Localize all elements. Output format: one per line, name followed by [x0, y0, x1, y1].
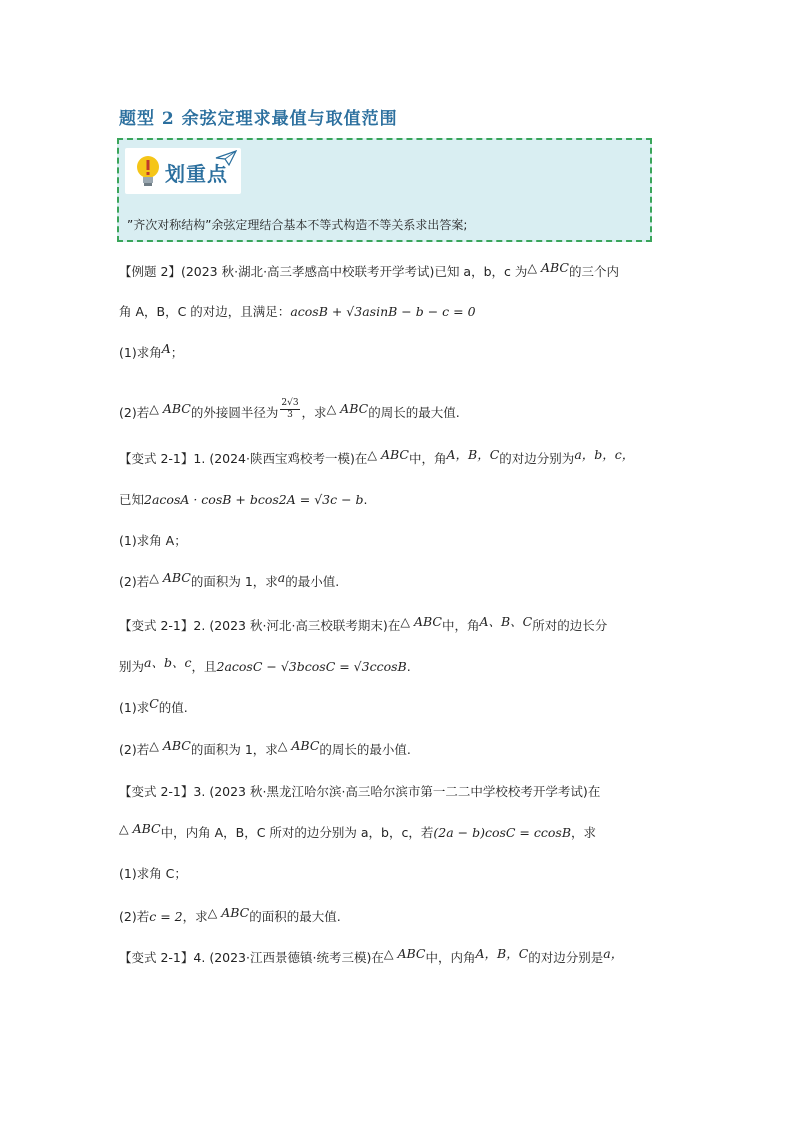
variant-number: 1.: [193, 451, 206, 466]
equation: acosB + √3asinB − b − c = 0: [290, 304, 476, 319]
triangle-abc: △ ABC: [326, 401, 369, 416]
text-segment: (2)若: [119, 405, 150, 420]
example-source: (2023 秋·湖北·高三孝感高中校联考开学考试): [180, 264, 435, 279]
example2-q2: [119, 398, 460, 425]
text-segment: ，求: [301, 405, 327, 420]
text-segment: 的最小值.: [285, 574, 340, 589]
variant1-line1: [119, 449, 634, 467]
text-segment: 的对边分别为: [499, 451, 575, 466]
equation: (2a − b)cosC = ccosB: [433, 825, 572, 840]
equation: 2acosA · cosB + bcos2A = √3c − b: [144, 492, 364, 507]
text-segment: (1)求: [119, 700, 150, 715]
variant4-line1: [119, 948, 623, 966]
text-segment: 所对的边长分: [532, 618, 608, 633]
text-segment: 的周长的最大值.: [368, 405, 460, 420]
text-segment: ；: [170, 345, 184, 360]
math-vars: a，b，c，: [574, 447, 635, 462]
equation: c = 2: [149, 909, 183, 924]
example2-line1: [119, 262, 619, 280]
text-segment: .: [363, 492, 368, 507]
text-segment: ，且: [191, 659, 217, 674]
math-var: a: [277, 570, 286, 585]
text-segment: 的面积为 1，求: [190, 742, 278, 757]
text-segment: 的面积为 1，求: [190, 574, 278, 589]
math-vars: A、B、C: [479, 614, 533, 629]
text-segment: 在: [587, 784, 601, 799]
text-segment: 别为: [119, 659, 145, 674]
variant-source: (2024·陕西宝鸡校考一模): [209, 451, 355, 466]
math-vars: A，B，C: [446, 447, 500, 462]
variant-tag: 【变式 2-1】: [119, 451, 194, 466]
variant3-q1: (1)求角 C；: [119, 866, 187, 881]
radius-fraction: $\frac{2√3}{3}$: [281, 398, 299, 420]
variant-number: 2.: [193, 618, 206, 633]
math-var: a，: [603, 946, 624, 961]
text-segment: 的三个内: [568, 264, 619, 279]
triangle-abc: △ ABC: [149, 570, 191, 585]
text-segment: 已知: [119, 492, 145, 507]
triangle-abc: △ ABC: [207, 905, 250, 920]
triangle-abc: △ ABC: [367, 447, 409, 462]
text-segment: 的周长的最小值.: [319, 742, 411, 757]
triangle-abc: △ ABC: [383, 946, 426, 961]
text-segment: .: [406, 659, 411, 674]
text-segment: 在: [371, 950, 384, 965]
variant-number: 3.: [193, 784, 206, 799]
variant-tag: 【变式 2-1】: [119, 618, 194, 633]
example2-line2: [119, 302, 476, 320]
text-segment: 的面积的最大值.: [249, 909, 341, 924]
text-segment: (2)若: [119, 742, 150, 757]
text-segment: (2)若: [119, 909, 150, 924]
variant2-line2: [119, 657, 411, 675]
paper-plane-icon: [215, 150, 237, 166]
math-var: A: [161, 341, 171, 356]
text-segment: 中，内角 A，B，C 所对的边分别为 a，b，c，若: [160, 825, 434, 840]
text-segment: (1)求角: [119, 345, 162, 360]
lightbulb-icon: [135, 154, 161, 188]
triangle-abc: △ ABC: [149, 401, 191, 416]
variant1-q2: [119, 572, 339, 590]
triangle-abc: △ ABC: [149, 738, 191, 753]
text-segment: 的值.: [158, 700, 188, 715]
variant2-q1: [119, 698, 188, 716]
text-segment: 中，内角: [425, 950, 476, 965]
text-segment: 中，角: [409, 451, 447, 466]
variant2-q2: [119, 740, 411, 758]
math-vars: A，B，C: [475, 946, 529, 961]
text-segment: 中，角: [441, 618, 480, 633]
variant2-line1: [119, 616, 607, 634]
math-vars: a、b、c: [144, 655, 192, 670]
text-segment: (2)若: [119, 574, 150, 589]
text-segment: 的对边分别是: [528, 950, 604, 965]
variant-tag: 【变式 2-1】: [119, 784, 194, 799]
variant3-q2: [119, 907, 341, 925]
text-segment: 的外接圆半径为: [190, 405, 279, 420]
variant3-line2: [119, 823, 596, 841]
key-point-box: [117, 138, 652, 242]
text-segment: ，求: [182, 909, 208, 924]
text-segment: 已知 a，b，c 为: [434, 264, 528, 279]
variant-source: (2023 秋·河北·高三校联考期末): [209, 618, 388, 633]
text-segment: ，求: [571, 825, 597, 840]
equation: 2acosC − √3bcosC = √3ccosB: [216, 659, 407, 674]
variant-tag: 【变式 2-1】: [119, 950, 194, 965]
triangle-abc: △ ABC: [119, 821, 161, 836]
text-segment: 在: [387, 618, 401, 633]
text-segment: 在: [354, 451, 368, 466]
text-segment: 角 A，B，C 的对边，且满足：: [119, 304, 291, 319]
section-title: 题型 2 余弦定理求最值与取值范围: [119, 109, 398, 129]
example-tag: 【例题 2】: [119, 264, 181, 279]
key-point-badge: [125, 148, 241, 194]
variant-number: 4.: [193, 950, 206, 965]
variant3-line1: [119, 782, 600, 800]
triangle-abc: △ ABC: [400, 614, 442, 629]
math-var: C: [149, 696, 159, 711]
example2-q1: [119, 343, 183, 361]
variant-source: (2023·江西景德镇·统考三模): [209, 950, 372, 965]
triangle-abc: △ ABC: [527, 260, 569, 275]
key-point-text: ”齐次对称结构”余弦定理结合基本不等式构造不等关系求出答案;: [127, 218, 468, 232]
triangle-abc: △ ABC: [277, 738, 320, 753]
key-point-label: 划重点: [165, 162, 228, 186]
variant-source: (2023 秋·黑龙江哈尔滨·高三哈尔滨市第一二二中学校校考开学考试): [209, 784, 588, 799]
variant1-line2: [119, 490, 368, 508]
variant1-q1: (1)求角 A；: [119, 533, 187, 548]
